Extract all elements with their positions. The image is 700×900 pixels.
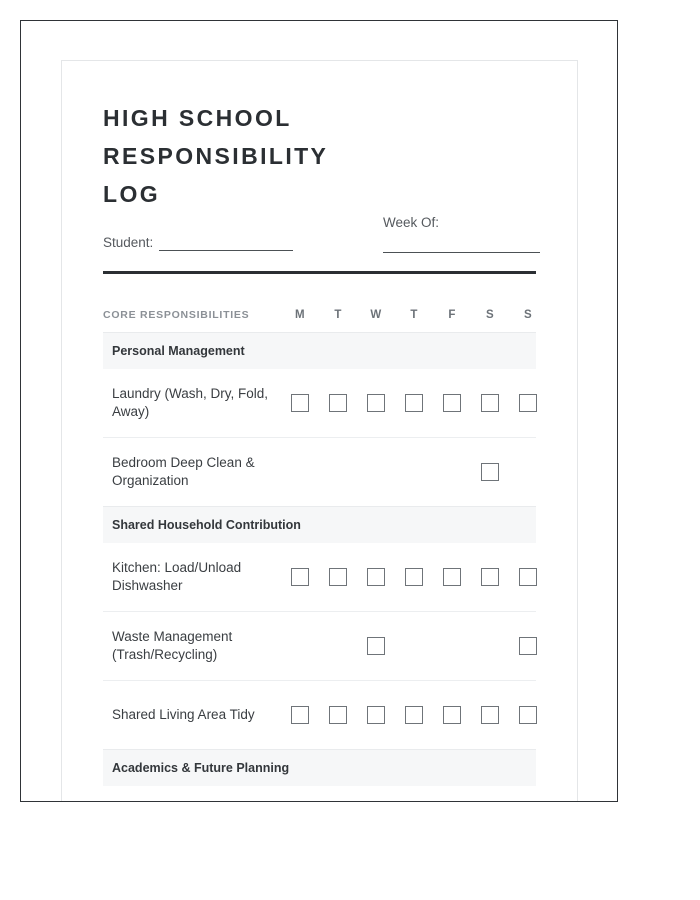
checkbox-cell[interactable] [357, 568, 395, 586]
checkbox-cell[interactable] [471, 706, 509, 724]
checkbox-cell[interactable] [319, 706, 357, 724]
empty-cell [395, 463, 433, 481]
page-title: HIGH SCHOOL RESPONSIBILITY LOG [103, 105, 328, 207]
checkbox[interactable] [519, 706, 537, 724]
empty-cell [281, 463, 319, 481]
checkbox[interactable] [519, 637, 537, 655]
masthead [103, 99, 536, 274]
checkbox[interactable] [291, 394, 309, 412]
student-input-rule[interactable] [159, 236, 293, 251]
checkbox-group [281, 568, 547, 586]
checkbox[interactable] [443, 394, 461, 412]
checkbox[interactable] [405, 394, 423, 412]
day-header-group [281, 309, 547, 321]
checkbox[interactable] [481, 463, 499, 481]
checkbox[interactable] [481, 394, 499, 412]
checkbox-cell[interactable] [471, 463, 509, 481]
week-of-field[interactable] [383, 215, 540, 253]
checkbox[interactable] [405, 706, 423, 724]
checkbox-cell[interactable] [509, 568, 547, 586]
checkbox-cell[interactable] [357, 637, 395, 655]
task-label: Bedroom Deep Clean & Organization [112, 455, 255, 488]
empty-cell [433, 637, 471, 655]
table-header-row [103, 309, 536, 332]
checkbox-group [281, 463, 547, 481]
student-field[interactable] [103, 235, 293, 251]
checkbox-cell[interactable] [433, 706, 471, 724]
checkbox-cell[interactable] [471, 568, 509, 586]
responsibility-table [103, 309, 536, 786]
checkbox[interactable] [481, 706, 499, 724]
task-label: Kitchen: Load/Unload Dishwasher [112, 560, 242, 593]
checkbox[interactable] [367, 394, 385, 412]
day-header-2: W [370, 309, 382, 321]
empty-cell [471, 637, 509, 655]
checkbox-cell[interactable] [281, 706, 319, 724]
section-header: Personal Management [103, 332, 536, 369]
table-row [103, 437, 536, 506]
checkbox-cell[interactable] [433, 394, 471, 412]
day-header-4: F [448, 309, 456, 321]
checkbox[interactable] [443, 568, 461, 586]
checkbox[interactable] [291, 568, 309, 586]
section-header: Academics & Future Planning [103, 749, 536, 786]
checkbox[interactable] [329, 394, 347, 412]
section-header: Shared Household Contribution [103, 506, 536, 543]
masthead-divider [103, 271, 536, 274]
task-label: Waste Management (Trash/Recycling) [112, 629, 233, 662]
checkbox-group [281, 637, 547, 655]
checkbox-cell[interactable] [509, 706, 547, 724]
empty-cell [395, 637, 433, 655]
day-header-1: T [334, 309, 342, 321]
day-header-0: M [295, 309, 305, 321]
document-card [61, 60, 578, 802]
table-body [103, 332, 536, 786]
task-label: Shared Living Area Tidy [112, 707, 255, 722]
day-header-6: S [524, 309, 532, 321]
column-header-responsibilities: CORE RESPONSIBILITIES [103, 309, 250, 321]
checkbox[interactable] [519, 568, 537, 586]
checkbox-cell[interactable] [509, 394, 547, 412]
checkbox-cell[interactable] [357, 706, 395, 724]
checkbox[interactable] [519, 394, 537, 412]
checkbox[interactable] [367, 637, 385, 655]
table-row [103, 680, 536, 749]
checkbox-cell[interactable] [395, 568, 433, 586]
checkbox-cell[interactable] [433, 568, 471, 586]
meta-fields [103, 215, 536, 261]
week-of-input-rule[interactable] [383, 247, 540, 253]
checkbox-cell[interactable] [395, 394, 433, 412]
checkbox-cell[interactable] [395, 706, 433, 724]
checkbox-cell[interactable] [319, 568, 357, 586]
checkbox[interactable] [443, 706, 461, 724]
checkbox[interactable] [329, 706, 347, 724]
checkbox[interactable] [329, 568, 347, 586]
checkbox[interactable] [367, 568, 385, 586]
checkbox[interactable] [367, 706, 385, 724]
empty-cell [319, 637, 357, 655]
day-header-5: S [486, 309, 494, 321]
empty-cell [509, 463, 547, 481]
student-label: Student: [103, 235, 154, 250]
day-header-3: T [410, 309, 418, 321]
empty-cell [433, 463, 471, 481]
table-row [103, 543, 536, 611]
checkbox[interactable] [481, 568, 499, 586]
checkbox-cell[interactable] [357, 394, 395, 412]
checkbox[interactable] [291, 706, 309, 724]
table-row [103, 611, 536, 680]
table-row [103, 369, 536, 437]
checkbox-cell[interactable] [281, 568, 319, 586]
page-frame [20, 20, 618, 802]
checkbox[interactable] [405, 568, 423, 586]
checkbox-cell[interactable] [281, 394, 319, 412]
checkbox-cell[interactable] [471, 394, 509, 412]
task-label: Laundry (Wash, Dry, Fold, Away) [112, 386, 269, 419]
empty-cell [281, 637, 319, 655]
checkbox-cell[interactable] [319, 394, 357, 412]
checkbox-group [281, 394, 547, 412]
empty-cell [319, 463, 357, 481]
empty-cell [357, 463, 395, 481]
week-of-label: Week Of: [383, 215, 440, 230]
checkbox-cell[interactable] [509, 637, 547, 655]
checkbox-group [281, 706, 547, 724]
